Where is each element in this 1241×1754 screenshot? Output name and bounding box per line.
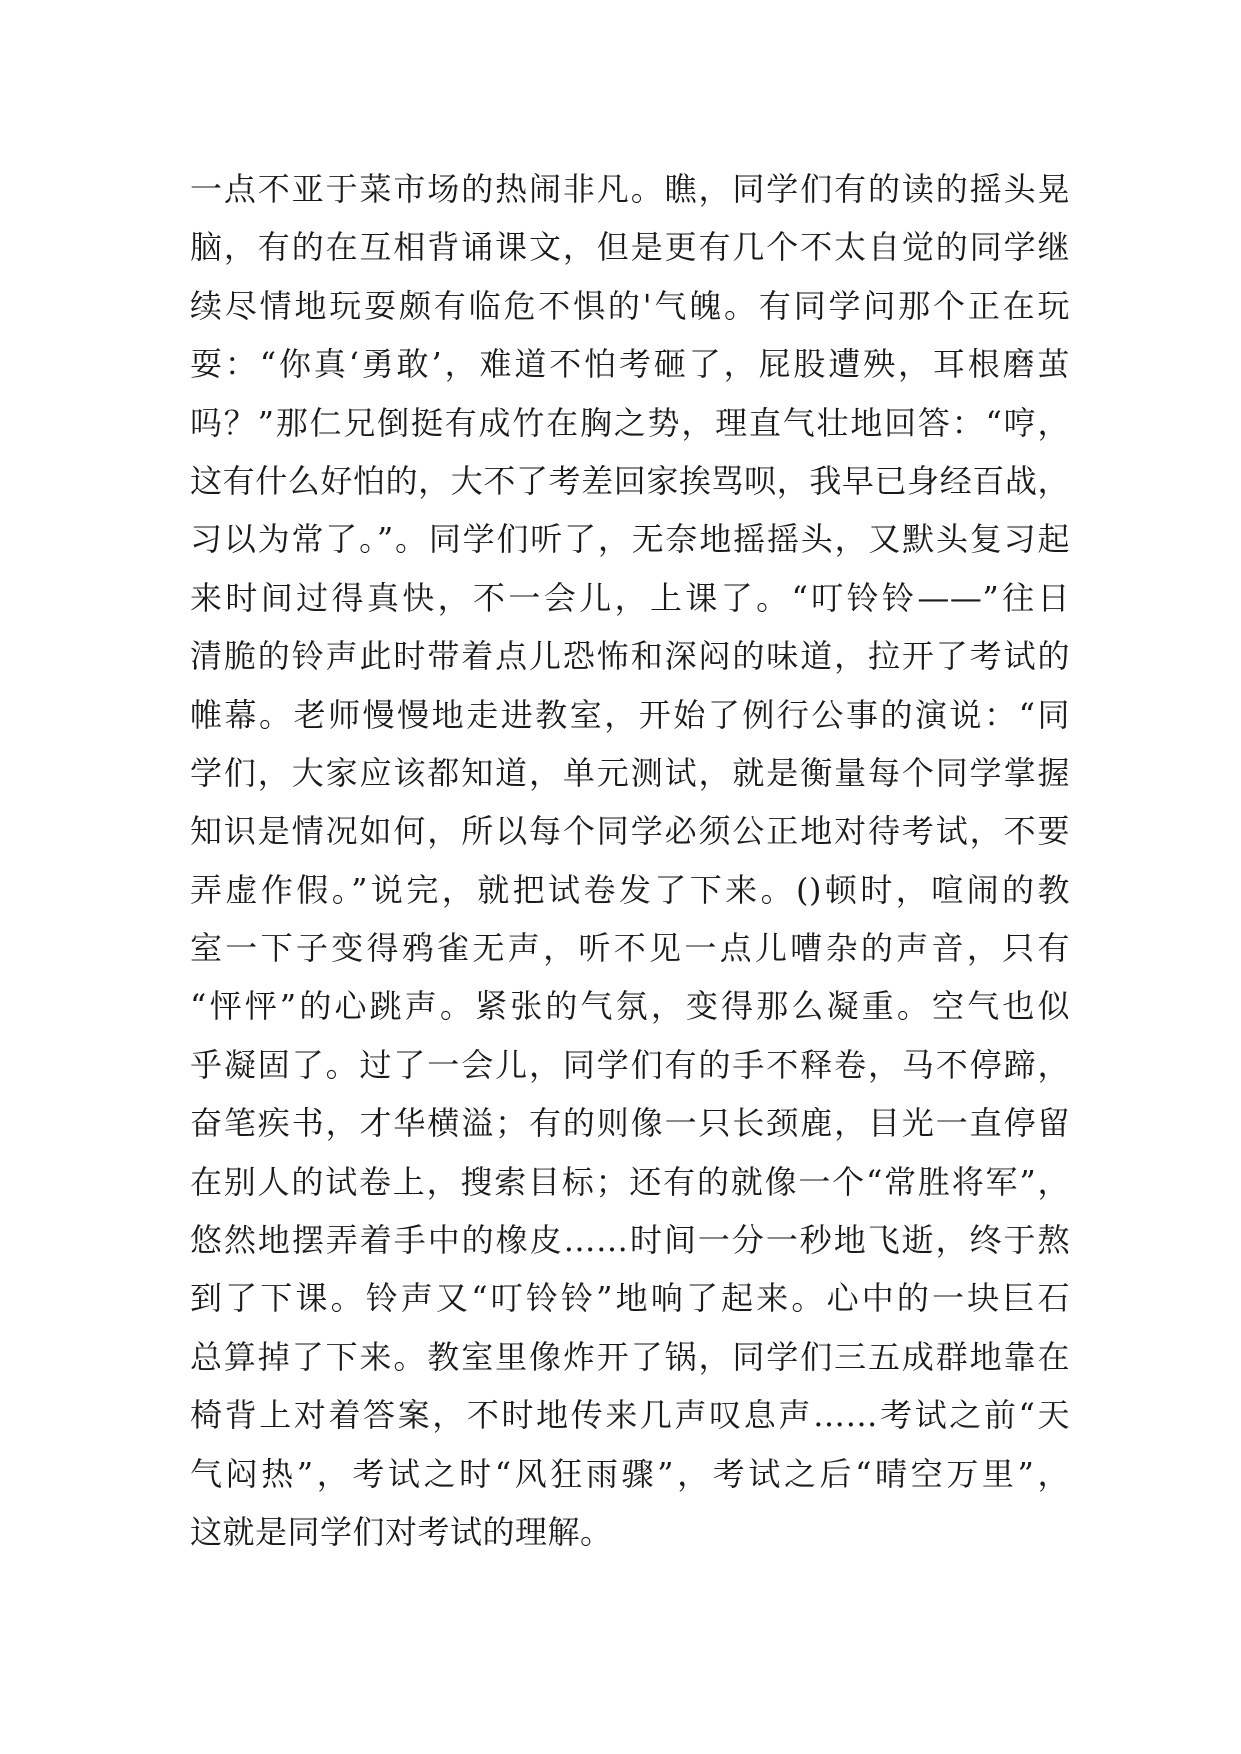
text-line: 这就是同学们对考试的理解。 bbox=[190, 1512, 613, 1551]
text-line: 这有什么好怕的，大不了考差回家挨骂呗，我早已身经百战， bbox=[190, 461, 1070, 500]
text-line: 清脆的铃声此时带着点儿恐怖和深闷的味道，拉开了考试的 bbox=[190, 637, 1070, 676]
text-line: 耍：“你真‘勇敢’，难道不怕考砸了，屁股遭殃，耳根磨茧 bbox=[190, 345, 1070, 384]
essay-body bbox=[190, 160, 1070, 1561]
text-line: 气闷热”，考试之时“风狂雨骤”，考试之后“晴空万里”， bbox=[190, 1454, 1070, 1493]
text-line: 椅背上对着答案，不时地传来几声叹息声……考试之前“天 bbox=[190, 1396, 1070, 1435]
text-line: 在别人的试卷上，搜索目标；还有的就像一个“常胜将军”， bbox=[190, 1162, 1070, 1201]
text-line: 吗？”那仁兄倒挺有成竹在胸之势，理直气壮地回答：“哼， bbox=[190, 403, 1070, 442]
text-line: 总算掉了下来。教室里像炸开了锅，同学们三五成群地靠在 bbox=[190, 1337, 1070, 1376]
text-line: 到了下课。铃声又“叮铃铃”地响了起来。心中的一块巨石 bbox=[190, 1279, 1070, 1318]
text-line: 脑，有的在互相背诵课文，但是更有几个不太自觉的同学继 bbox=[190, 228, 1070, 267]
text-line: 知识是情况如何，所以每个同学必须公正地对待考试，不要 bbox=[190, 812, 1070, 851]
text-line: “怦怦”的心跳声。紧张的气氛，变得那么凝重。空气也似 bbox=[190, 987, 1070, 1026]
text-line: 一点不亚于菜市场的热闹非凡。瞧，同学们有的读的摇头晃 bbox=[190, 170, 1070, 208]
text-line: 学们，大家应该都知道，单元测试，就是衡量每个同学掌握 bbox=[190, 753, 1070, 792]
text-line: 帷幕。老师慢慢地走进教室，开始了例行公事的演说：“同 bbox=[190, 695, 1070, 734]
text-line: 悠然地摆弄着手中的橡皮……时间一分一秒地飞逝，终于熬 bbox=[190, 1221, 1070, 1260]
text-line: 习以为常了。”。同学们听了，无奈地摇摇头，又默头复习起 bbox=[190, 520, 1070, 559]
text-line: 奋笔疾书，才华横溢；有的则像一只长颈鹿，目光一直停留 bbox=[190, 1104, 1070, 1143]
text-line: 乎凝固了。过了一会儿，同学们有的手不释卷，马不停蹄， bbox=[190, 1045, 1070, 1084]
text-line: 室一下子变得鸦雀无声，听不见一点儿嘈杂的声音，只有 bbox=[190, 929, 1070, 968]
text-line: 弄虚作假。”说完，就把试卷发了下来。()顿时，喧闹的教 bbox=[190, 870, 1070, 909]
text-line: 续尽情地玩耍颇有临危不惧的'气魄。有同学问那个正在玩 bbox=[190, 286, 1070, 325]
text-line: 来时间过得真快，不一会儿，上课了。“叮铃铃——”往日 bbox=[190, 578, 1070, 617]
